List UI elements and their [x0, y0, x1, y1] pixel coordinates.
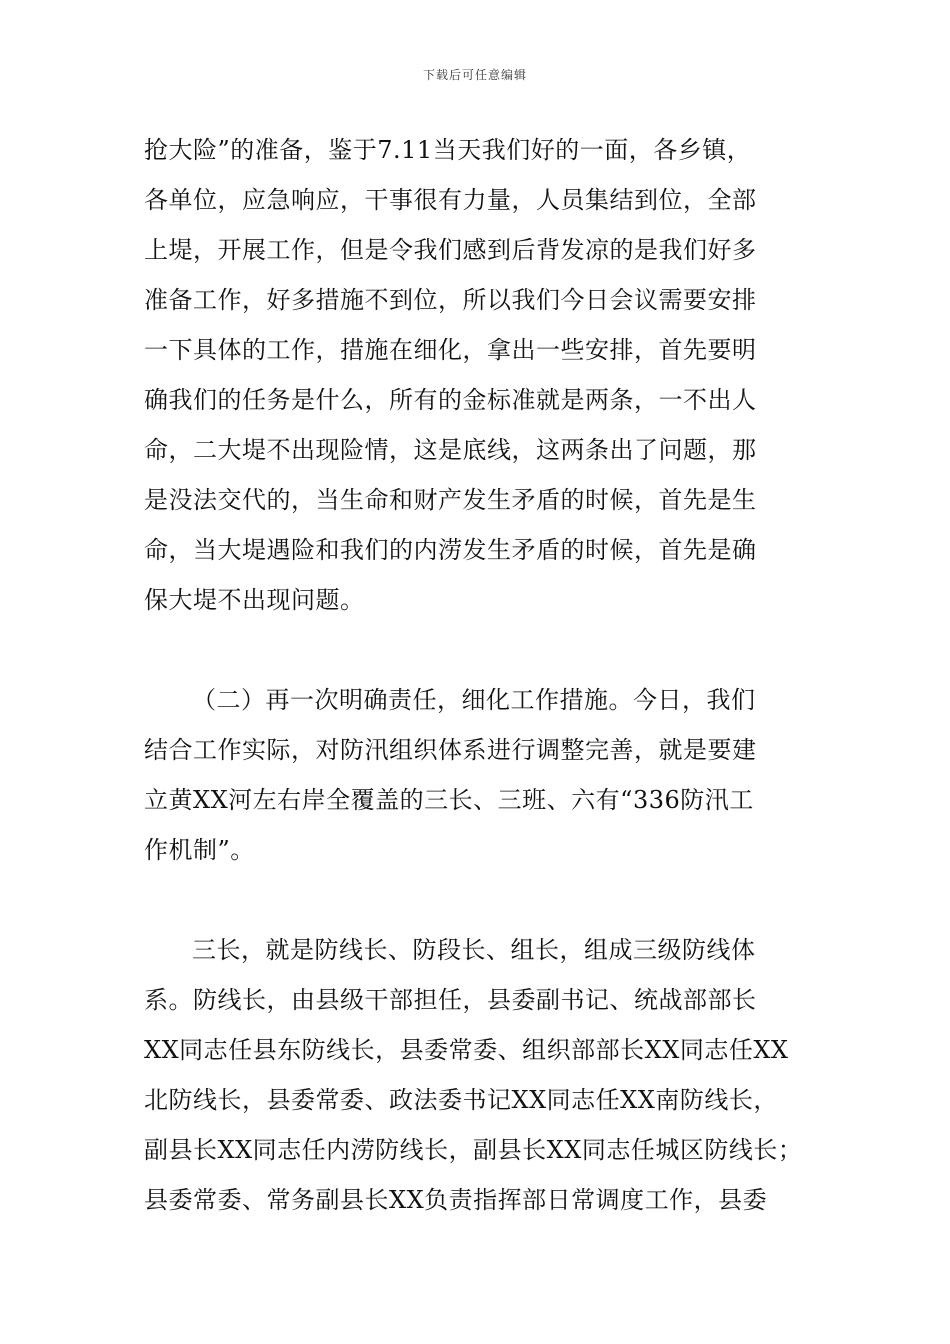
paragraph-3-line-5: 副县长XX同志任内涝防线长，副县长XX同志任城区防线长；: [144, 1136, 803, 1164]
paragraph-2-line-3: 立黄XX河左右岸全覆盖的三长、三班、六有“336防汛工: [144, 786, 754, 814]
paragraph-1-line-8: 是没法交代的，当生命和财产发生矛盾的时候，首先是生: [144, 486, 757, 514]
paragraph-2-line-2: 结合工作实际，对防汛组织体系进行调整完善，就是要建: [144, 736, 757, 764]
paragraph-3-line-3: XX同志任县东防线长，县委常委、组织部部长XX同志任XX: [144, 1036, 789, 1064]
page-header-note: 下载后可任意编辑: [422, 68, 527, 82]
paragraph-1-line-7: 命，二大堤不出现险情，这是底线，这两条出了问题，那: [144, 436, 757, 464]
paragraph-3-line-4: 北防线长，县委常委、政法委书记XX同志任XX南防线长，: [144, 1086, 778, 1114]
paragraph-1-line-5: 一下具体的工作，措施在细化，拿出一些安排，首先要明: [144, 336, 757, 364]
paragraph-1-line-1: 抢大险”的准备，鉴于7.11当天我们好的一面，各乡镇，: [144, 136, 752, 164]
paragraph-1-line-3: 上堤，开展工作，但是令我们感到后背发凉的是我们好多: [144, 236, 757, 264]
paragraph-1-line-4: 准备工作，好多措施不到位，所以我们今日会议需要安排: [144, 286, 757, 314]
paragraph-3-line-2: 系。防线长，由县级干部担任，县委副书记、统战部部长: [144, 986, 757, 1014]
paragraph-1-line-2: 各单位，应急响应，干事很有力量，人员集结到位，全部: [144, 186, 757, 214]
paragraph-1-line-6: 确我们的任务是什么，所有的金标准就是两条，一不出人: [144, 386, 757, 414]
paragraph-3-line-1: 三长，就是防线长、防段长、组长，组成三级防线体: [192, 936, 756, 964]
paragraph-1-line-10: 保大堤不出现问题。: [144, 586, 365, 614]
paragraph-1-line-9: 命，当大堤遇险和我们的内涝发生矛盾的时候，首先是确: [144, 536, 757, 564]
paragraph-3-line-6: 县委常委、常务副县长XX负责指挥部日常调度工作，县委: [144, 1186, 768, 1214]
paragraph-2-line-4: 作机制”。: [144, 836, 255, 864]
paragraph-2-line-1: （二）再一次明确责任，细化工作措施。今日，我们: [192, 686, 756, 714]
